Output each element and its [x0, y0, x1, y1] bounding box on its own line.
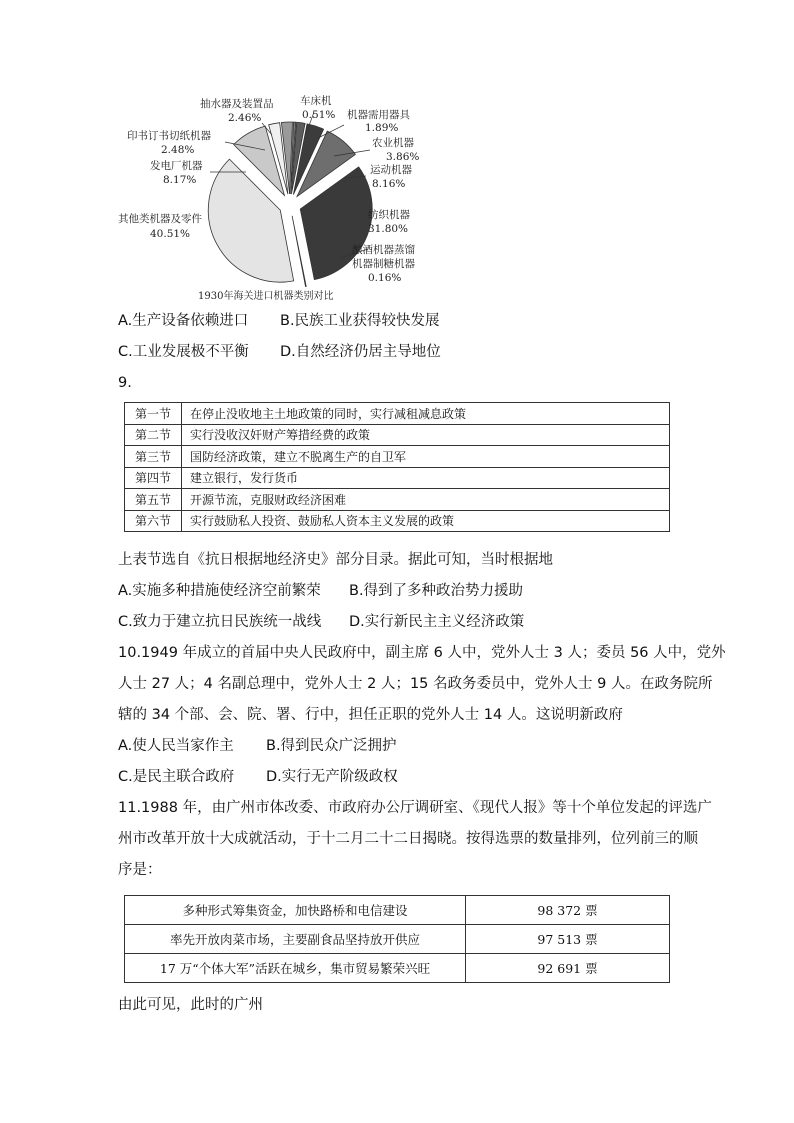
q10-text-line: 辖的 34 个部、会、院、署、行中，担任正职的党外人士 14 人。这说明新政府	[118, 707, 623, 723]
q10-text-line: 10.1949 年成立的首届中央人民政府中，副主席 6 人中，党外人士 3 人；委员 56 人中，党外	[118, 645, 726, 661]
content-cell: 实行鼓励私人投资、鼓励私人资本主义发展的政策	[182, 510, 670, 532]
q9-option-a: A.实施多种措施使经济空前繁荣	[118, 583, 321, 599]
q10-option-c: C.是民主联合政府	[118, 769, 235, 785]
slice-value: 1.89%	[365, 122, 399, 134]
q10-option-a: A.使人民当家作主	[118, 738, 234, 754]
slice-label: 抽水器及装置品	[200, 98, 274, 110]
table-row	[125, 896, 670, 925]
item-cell: 多种形式筹集资金，加快路桥和电信建设	[125, 896, 466, 925]
table-row	[125, 403, 670, 425]
slice-value: 2.46%	[228, 112, 262, 124]
q9-number: 9.	[118, 375, 132, 391]
section-cell: 第三节	[125, 446, 182, 468]
q8-option-a: A.生产设备依赖进口	[118, 313, 249, 329]
table-row	[125, 954, 670, 983]
slice-value: 40.51%	[150, 228, 191, 240]
slice-value: 3.86%	[386, 151, 420, 163]
slice-label: 农业机器	[372, 137, 414, 149]
section-cell: 第六节	[125, 510, 182, 532]
votes-cell: 97 513 票	[466, 925, 670, 954]
votes-cell: 92 691 票	[466, 954, 670, 983]
slice-label: 车床机	[300, 95, 332, 107]
q8-option-d: D.自然经济仍居主导地位	[280, 344, 441, 360]
slice-label: 其他类机器及零件	[118, 213, 202, 225]
q9-option-b: B.得到了多种政治势力援助	[349, 583, 524, 599]
q10-option-d: D.实行无产阶级政权	[266, 769, 398, 785]
slice-value: 8.17%	[163, 174, 197, 186]
slice-value: 31.80%	[368, 223, 409, 235]
pie-slices	[208, 122, 372, 287]
table-row	[125, 446, 670, 468]
q9-option-d: D.实行新民主主义经济政策	[349, 614, 525, 630]
slice-value: 2.48%	[161, 144, 195, 156]
content-cell: 实行没收汉奸财产筹措经费的政策	[182, 424, 670, 446]
q9-option-c: C.致力于建立抗日民族统一战线	[118, 614, 322, 630]
q11-stem: 由此可见，此时的广州	[118, 997, 263, 1013]
slice-label: 机器需用器具	[347, 109, 410, 121]
content-cell: 在停止没收地主土地政策的同时，实行减租减息政策	[182, 403, 670, 425]
table-row	[125, 424, 670, 446]
table-row	[125, 510, 670, 532]
q11-text-line: 州市改革开放十大成就活动，于十二月二十二日揭晓。按得选票的数量排列，位列前三的顺	[118, 831, 698, 847]
q11-text-line: 11.1988 年，由广州市体改委、市政府办公厅调研室、《现代人报》等十个单位发起的评选广	[118, 800, 712, 816]
slice-label: 运动机器	[370, 164, 412, 176]
item-cell: 率先开放肉菜市场，主要副食品坚持放开供应	[125, 925, 466, 954]
pie-chart	[0, 0, 794, 310]
section-cell: 第二节	[125, 424, 182, 446]
content-cell: 国防经济政策，建立不脱离生产的自卫军	[182, 446, 670, 468]
chart-title: 1930年海关进口机器类别对比	[198, 291, 334, 302]
slice-label: 纺织机器	[368, 209, 410, 221]
q11-table	[124, 895, 670, 983]
pie-slice	[208, 159, 293, 282]
section-cell: 第五节	[125, 489, 182, 511]
item-cell: 17 万“个体大军”活跃在城乡，集市贸易繁荣兴旺	[125, 954, 466, 983]
q8-option-c: C.工业发展极不平衡	[118, 344, 249, 360]
q9-stem: 上表节选自《抗日根据地经济史》部分目录。据此可知，当时根据地	[118, 552, 553, 568]
slice-label: 发电厂机器	[150, 160, 203, 172]
table-row	[125, 925, 670, 954]
q8-option-b: B.民族工业获得较快发展	[280, 313, 440, 329]
table-row	[125, 489, 670, 511]
content-cell: 开源节流，克服财政经济困难	[182, 489, 670, 511]
slice-value: 0.16%	[368, 272, 402, 284]
section-cell: 第一节	[125, 403, 182, 425]
table-row	[125, 467, 670, 489]
slice-label: 机器制糖机器	[352, 258, 415, 270]
q11-text-line: 序是：	[118, 862, 162, 878]
slice-value: 0.51%	[302, 109, 336, 121]
q9-table	[124, 402, 670, 532]
content-cell: 建立银行，发行货币	[182, 467, 670, 489]
q10-text-line: 人士 27 人；4 名副总理中，党外人士 2 人；15 名政务委员中，党外人士 9 人。在政务院所	[118, 676, 713, 692]
slice-value: 8.16%	[372, 178, 406, 190]
q10-option-b: B.得到民众广泛拥护	[266, 738, 397, 754]
section-cell: 第四节	[125, 467, 182, 489]
votes-cell: 98 372 票	[466, 896, 670, 925]
slice-label: 印书订书切纸机器	[127, 130, 211, 142]
slice-label: 酿酒机器蒸馏	[352, 244, 415, 256]
